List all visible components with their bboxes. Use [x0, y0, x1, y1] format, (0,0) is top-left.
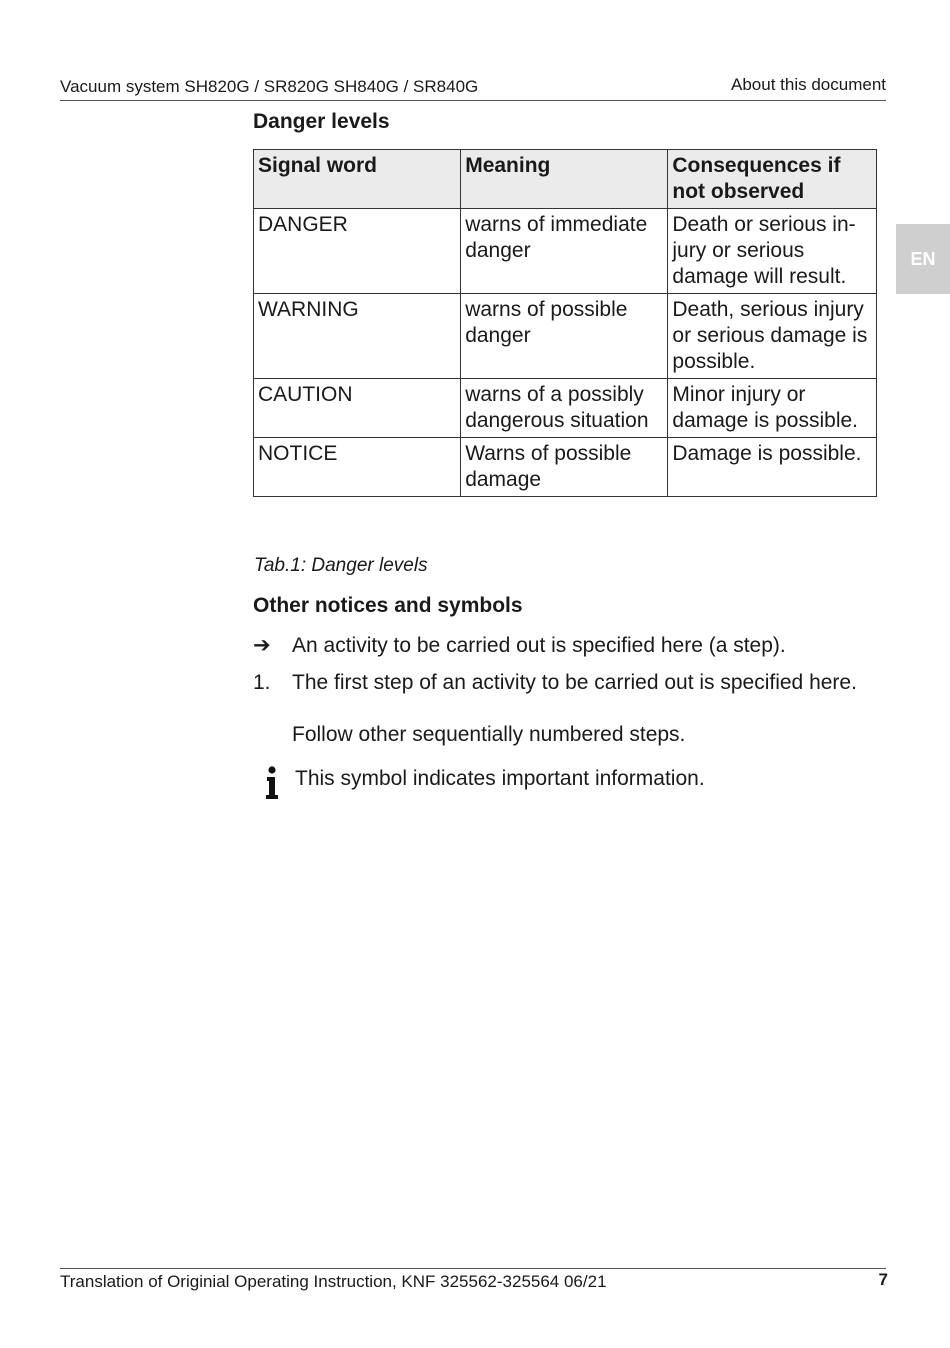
info-text: This symbol indicates important information.	[295, 767, 705, 790]
language-tab: EN	[896, 224, 950, 294]
table-header-row	[254, 150, 877, 209]
numbered-step-text: The first step of an activity to be carried out is specified here.	[292, 671, 857, 694]
meaning-cell: Warns of possible damage	[461, 438, 668, 497]
arrow-right-icon: ➔	[253, 634, 271, 657]
consequence-cell: Damage is possible.	[668, 438, 877, 497]
consequence-cell: Death, serious injury or serious damage is possible.	[668, 294, 877, 379]
page-number: 7	[878, 1270, 888, 1289]
column-header-signal-word: Signal word	[254, 150, 461, 209]
consequence-cell: Death or serious injury or serious damage will result.	[668, 209, 877, 294]
meaning-cell: warns of possible danger	[461, 294, 668, 379]
table-caption: Tab.1: Danger levels	[254, 555, 428, 576]
danger-levels-table	[253, 149, 877, 497]
signal-word-cell: DANGER	[254, 209, 461, 294]
consequence-cell: Minor injury or damage is possible.	[668, 379, 877, 438]
signal-word-cell: NOTICE	[254, 438, 461, 497]
footer-divider	[60, 1268, 886, 1269]
step-item	[253, 633, 291, 659]
table-row	[254, 209, 877, 294]
numbered-step-followup: Follow other sequentially numbered steps.	[292, 723, 686, 746]
header-divider	[60, 100, 886, 101]
step-number: 1.	[253, 671, 271, 694]
column-header-consequences: Consequences if not observed	[668, 150, 877, 209]
footer-text: Translation of Originial Operating Instruction, KNF 325562-325564 06/21	[60, 1272, 607, 1291]
meaning-cell: warns of immediate danger	[461, 209, 668, 294]
info-icon	[262, 766, 282, 800]
step-text: An activity to be carried out is specified here (a step).	[292, 634, 786, 657]
meaning-cell: warns of a possibly dangerous situation	[461, 379, 668, 438]
numbered-step-item	[253, 670, 291, 696]
table-row	[254, 438, 877, 497]
signal-word-cell: CAUTION	[254, 379, 461, 438]
header-section: About this document	[731, 75, 886, 94]
danger-levels-heading: Danger levels	[253, 110, 390, 133]
column-header-meaning: Meaning	[461, 150, 668, 209]
table-row	[254, 294, 877, 379]
signal-word-cell: WARNING	[254, 294, 461, 379]
header-title: Vacuum system SH820G / SR820G SH840G / SR840G	[60, 77, 479, 96]
other-notices-heading: Other notices and symbols	[253, 594, 523, 617]
table-row	[254, 379, 877, 438]
